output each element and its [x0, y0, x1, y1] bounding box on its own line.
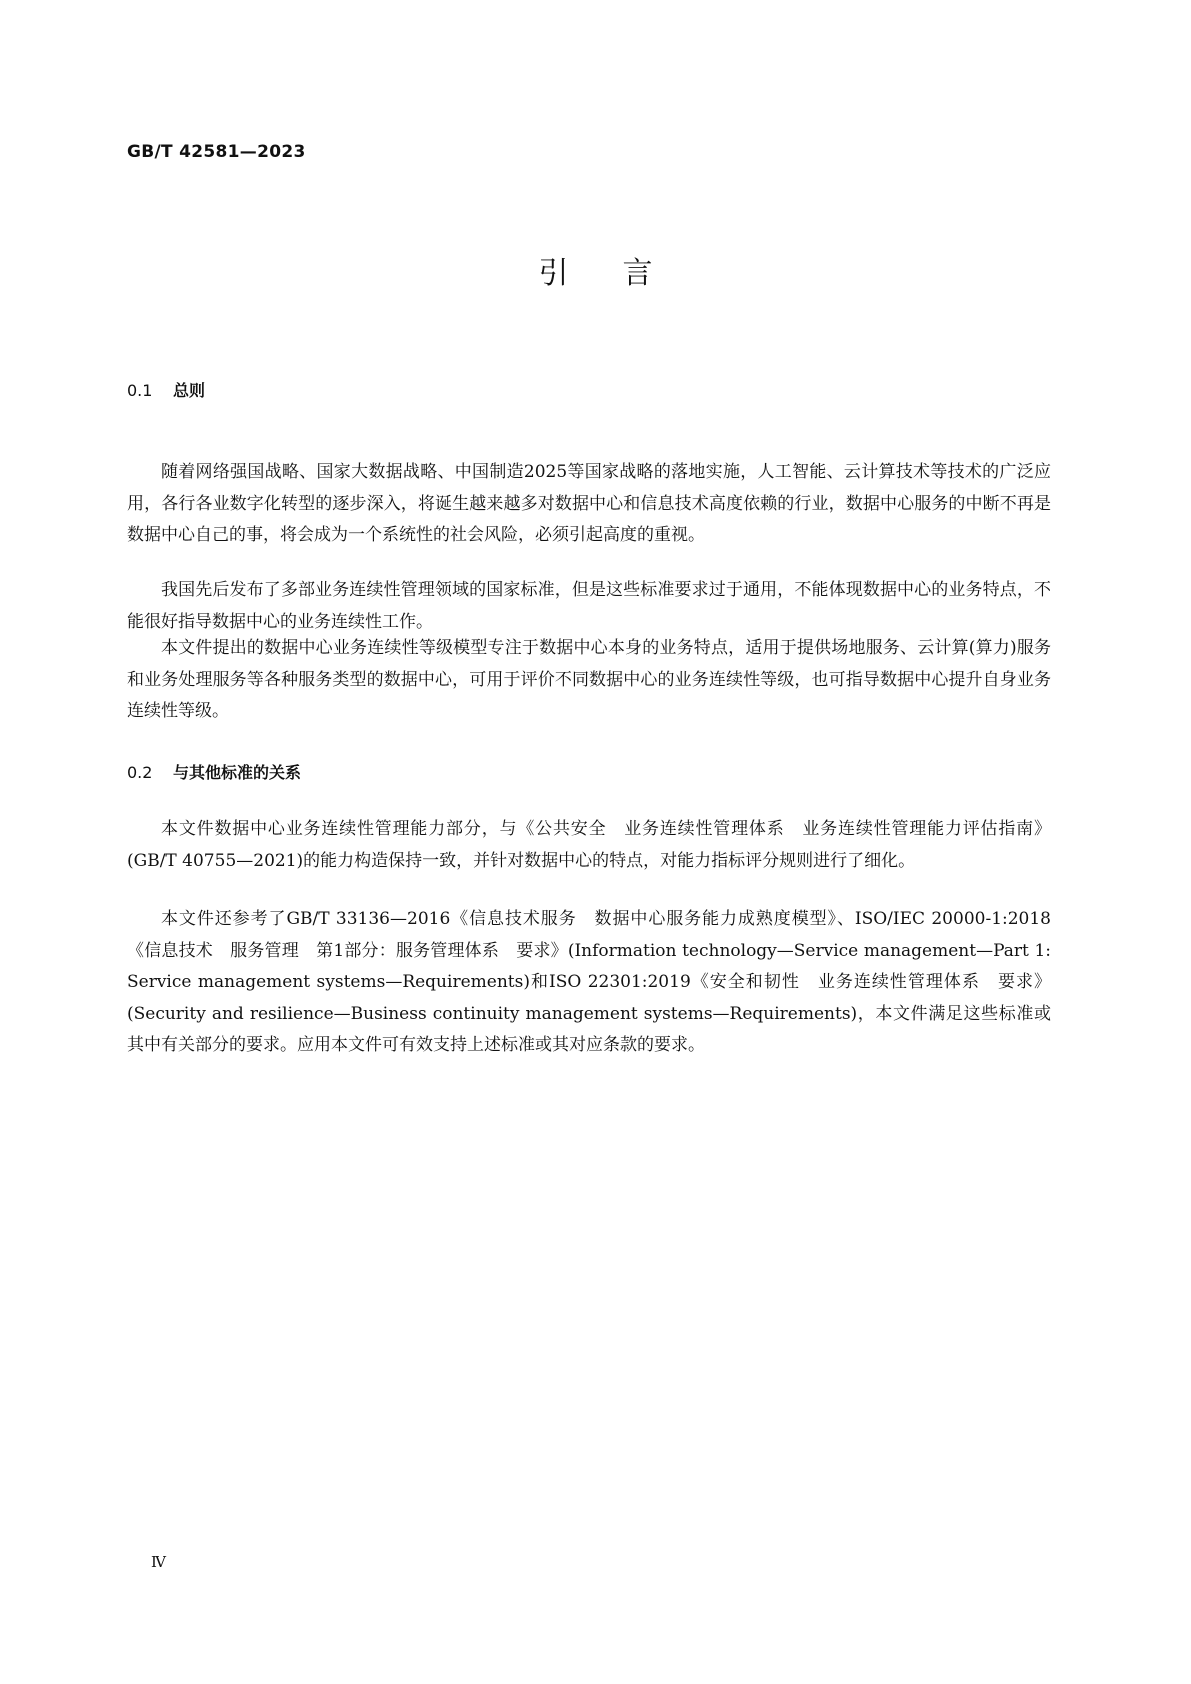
standard-number: GB/T 42581—2023 [127, 142, 306, 162]
section-heading-relations [127, 760, 301, 783]
section-heading-general [127, 378, 205, 401]
paragraph: 本文件提出的数据中心业务连续性等级模型专注于数据中心本身的业务特点，适用于提供场地服务、云计算(算力)服务和业务处理服务等各种服务类型的数据中心，可用于评价不同数据中心的业务连续性等级，也可指导数据中心提升自身业务连续性等级。 [127, 638, 1051, 721]
page-number: Ⅳ [151, 1553, 166, 1571]
paragraph: 本文件还参考了GB/T 33136—2016《信息技术服务 数据中心服务能力成熟度模型》、ISO/IEC 20000-1:2018《信息技术 服务管理 第1部分：服务管理体系 要求》(Information technology—Service management—Part 1: Service management systems—Requirements)和ISO 22301:2019《安全和韧性 业务连续性管理体系 要求》(Security and resilience—Business continuity management systems—Requirements)，本文件满足这些标准或其中有关部分的要求。应用本文件可有效支持上述标准或其对应条款的要求。 [127, 909, 1051, 1055]
section-number: 0.1 [127, 381, 153, 400]
paragraph: 我国先后发布了多部业务连续性管理领域的国家标准，但是这些标准要求过于通用，不能体现数据中心的业务特点，不能很好指导数据中心的业务连续性工作。 [127, 580, 1051, 632]
paragraph: 随着网络强国战略、国家大数据战略、中国制造2025等国家战略的落地实施，人工智能、云计算技术等技术的广泛应用，各行各业数字化转型的逐步深入，将诞生越来越多对数据中心和信息技术高度依赖的行业，数据中心服务的中断不再是数据中心自己的事，将会成为一个系统性的社会风险，必须引起高度的重视。 [127, 462, 1051, 545]
section-number: 0.2 [127, 763, 153, 782]
page-title: 引言 [538, 256, 707, 291]
section-title: 总则 [173, 381, 206, 400]
paragraph: 本文件数据中心业务连续性管理能力部分，与《公共安全 业务连续性管理体系 业务连续性管理能力评估指南》(GB/T 40755—2021)的能力构造保持一致，并针对数据中心的特点，对能力指标评分规则进行了细化。 [127, 819, 1051, 871]
section-title: 与其他标准的关系 [173, 763, 302, 782]
